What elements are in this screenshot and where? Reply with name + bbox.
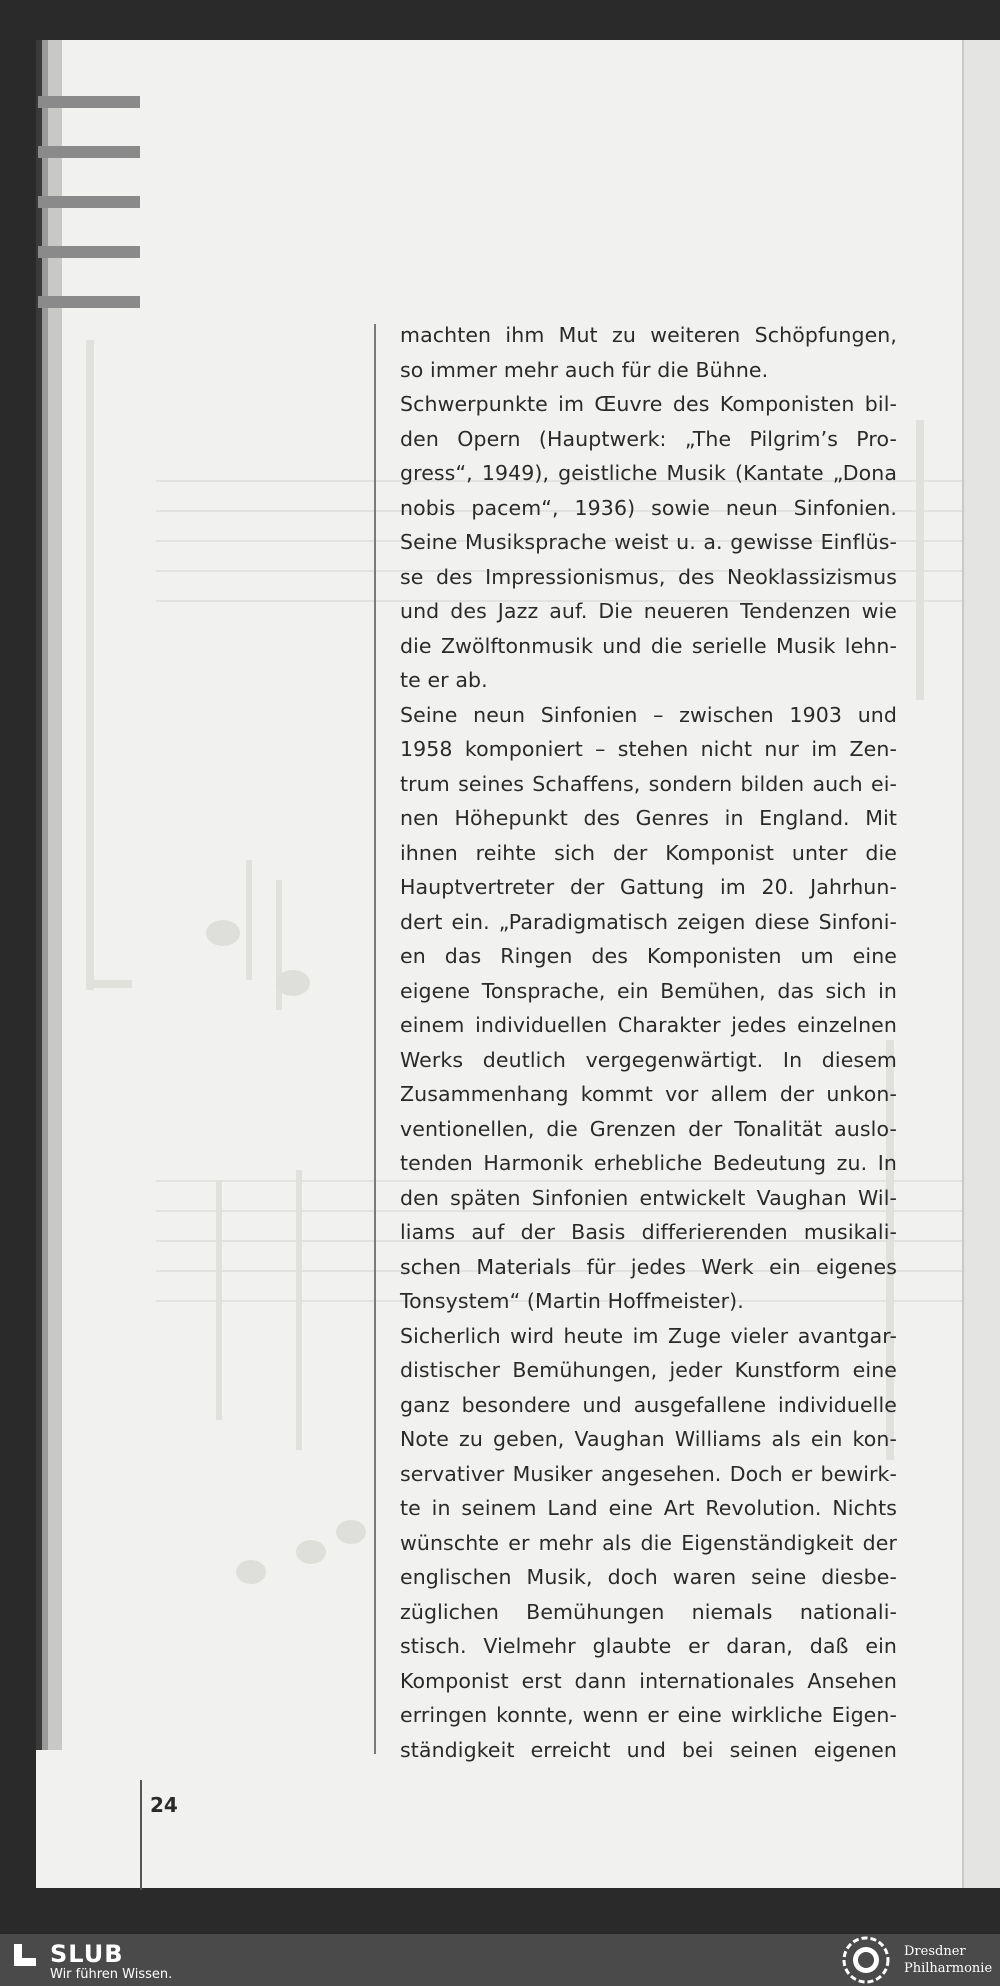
text-line: Seine neun Sinfonien – zwischen 1903 und	[400, 702, 897, 727]
text-line: 1958 komponiert – stehen nicht nur im Zen-	[400, 737, 897, 761]
text-line: ihnen reihte sich der Komponist unter die	[400, 840, 897, 865]
text-line: ventionellen, die Grenzen der Tonalität auslo-	[400, 1116, 897, 1141]
text-line: Komponist erst dann internationales Ansehen	[400, 1668, 897, 1693]
text-line: schen Materials für jedes Werk ein eigenes	[400, 1254, 897, 1279]
watermark-stem	[296, 1170, 302, 1450]
watermark-note	[336, 1520, 366, 1544]
text-line: gress“, 1949), geistliche Musik (Kantate „Dona	[400, 461, 897, 485]
watermark-stem	[246, 860, 252, 980]
watermark-bracket	[92, 980, 132, 988]
text-line: Tonsystem“ (Martin Hoffmeister).	[400, 1289, 744, 1313]
text-line: te in seinem Land eine Art Revolution. Nichts	[400, 1496, 897, 1520]
text-line: wünschte er mehr als die Eigenständigkeit der	[400, 1530, 897, 1555]
library-name[interactable]: SLUB	[50, 1940, 124, 1968]
next-page-edge	[962, 40, 1000, 1888]
page-number: 24	[150, 1793, 178, 1817]
watermark-note	[206, 920, 240, 946]
text-line: Hauptvertreter der Gattung im 20. Jahrhun-	[400, 875, 897, 899]
text-line: ganz besondere und ausgefallene individuelle	[400, 1392, 897, 1417]
watermark-stem	[216, 1180, 222, 1420]
text-line: tenden Harmonik erhebliche Bedeutung zu. In	[400, 1151, 897, 1175]
decorative-bar	[38, 146, 140, 158]
watermark-note	[296, 1540, 326, 1564]
watermark-stem	[916, 420, 924, 700]
watermark-bracket	[86, 340, 94, 990]
text-line: Seine Musiksprache weist u. a. gewisse Einflüs-	[400, 530, 897, 554]
decorative-bar	[38, 96, 140, 108]
decorative-bar	[38, 296, 140, 308]
text-line: en das Ringen des Komponisten um eine	[400, 944, 897, 968]
text-line: stisch. Vielmehr glaubte er daran, daß ein	[400, 1634, 897, 1658]
text-line: und des Jazz auf. Die neueren Tendenzen wie	[400, 599, 897, 623]
text-line: distischer Bemühungen, jeder Kunstform eine	[400, 1358, 897, 1382]
text-line: so immer mehr auch für die Bühne.	[400, 357, 769, 382]
text-line: nen Höhepunkt des Genres in England. Mit	[400, 806, 897, 830]
viewer-footer	[0, 1934, 1000, 1986]
text-line: einem individuellen Charakter jedes einzelnen	[400, 1013, 897, 1037]
text-line: servativer Musiker angesehen. Doch er bewirk-	[400, 1461, 897, 1486]
decorative-bar	[38, 196, 140, 208]
text-line: eigene Tonsprache, ein Bemühen, das sich in	[400, 978, 897, 1003]
text-line: die Zwölftonmusik und die serielle Musik lehn-	[400, 633, 897, 658]
column-divider	[374, 324, 376, 1754]
text-line: Werks deutlich vergegenwärtigt. In diesem	[400, 1047, 897, 1072]
text-line: nobis pacem“, 1936) sowie neun Sinfonien.	[400, 495, 897, 520]
text-line: den späten Sinfonien entwickelt Vaughan Wil-	[400, 1185, 897, 1210]
text-line: liams auf der Basis differierenden musikali-	[400, 1220, 897, 1244]
text-line: den Opern (Hauptwerk: „The Pilgrim’s Pro-	[400, 426, 897, 451]
article-body	[400, 318, 897, 1767]
page-number-rule	[140, 1780, 142, 1890]
decorative-bar	[38, 246, 140, 258]
text-line: te er ab.	[400, 668, 488, 692]
text-line: Note zu geben, Vaughan Williams als ein kon-	[400, 1427, 897, 1451]
text-line: se des Impressionismus, des Neoklassizismus	[400, 564, 897, 589]
partner-name-line2: Philharmonie	[904, 1961, 993, 1976]
text-line: dert ein. „Paradigmatisch zeigen diese Sinfoni-	[400, 909, 897, 934]
partner-name-line1: Dresdner	[904, 1944, 966, 1959]
text-line: englischen Musik, doch waren seine diesbe-	[400, 1565, 897, 1589]
slub-logo-icon	[14, 1944, 36, 1966]
text-line: Zusammenhang kommt vor allem der unkon-	[400, 1082, 897, 1106]
watermark-note	[236, 1560, 266, 1584]
text-line: trum seines Schaffens, sondern bilden auch ei-	[400, 771, 897, 796]
text-line: Sicherlich wird heute im Zuge vieler avantgar-	[400, 1323, 897, 1348]
library-tagline: Wir führen Wissen.	[50, 1967, 173, 1982]
text-line: erringen konnte, wenn er eine wirkliche Eigen-	[400, 1703, 897, 1727]
philharmonie-logo-icon[interactable]	[842, 1936, 890, 1984]
text-line: züglichen Bemühungen niemals nationali-	[400, 1599, 897, 1624]
text-line: machten ihm Mut zu weiteren Schöpfungen,	[400, 323, 897, 347]
text-line: Schwerpunkte im Œuvre des Komponisten bil-	[400, 392, 897, 416]
watermark-note	[276, 970, 310, 996]
text-line: ständigkeit erreicht und bei seinen eigenen	[400, 1737, 897, 1762]
